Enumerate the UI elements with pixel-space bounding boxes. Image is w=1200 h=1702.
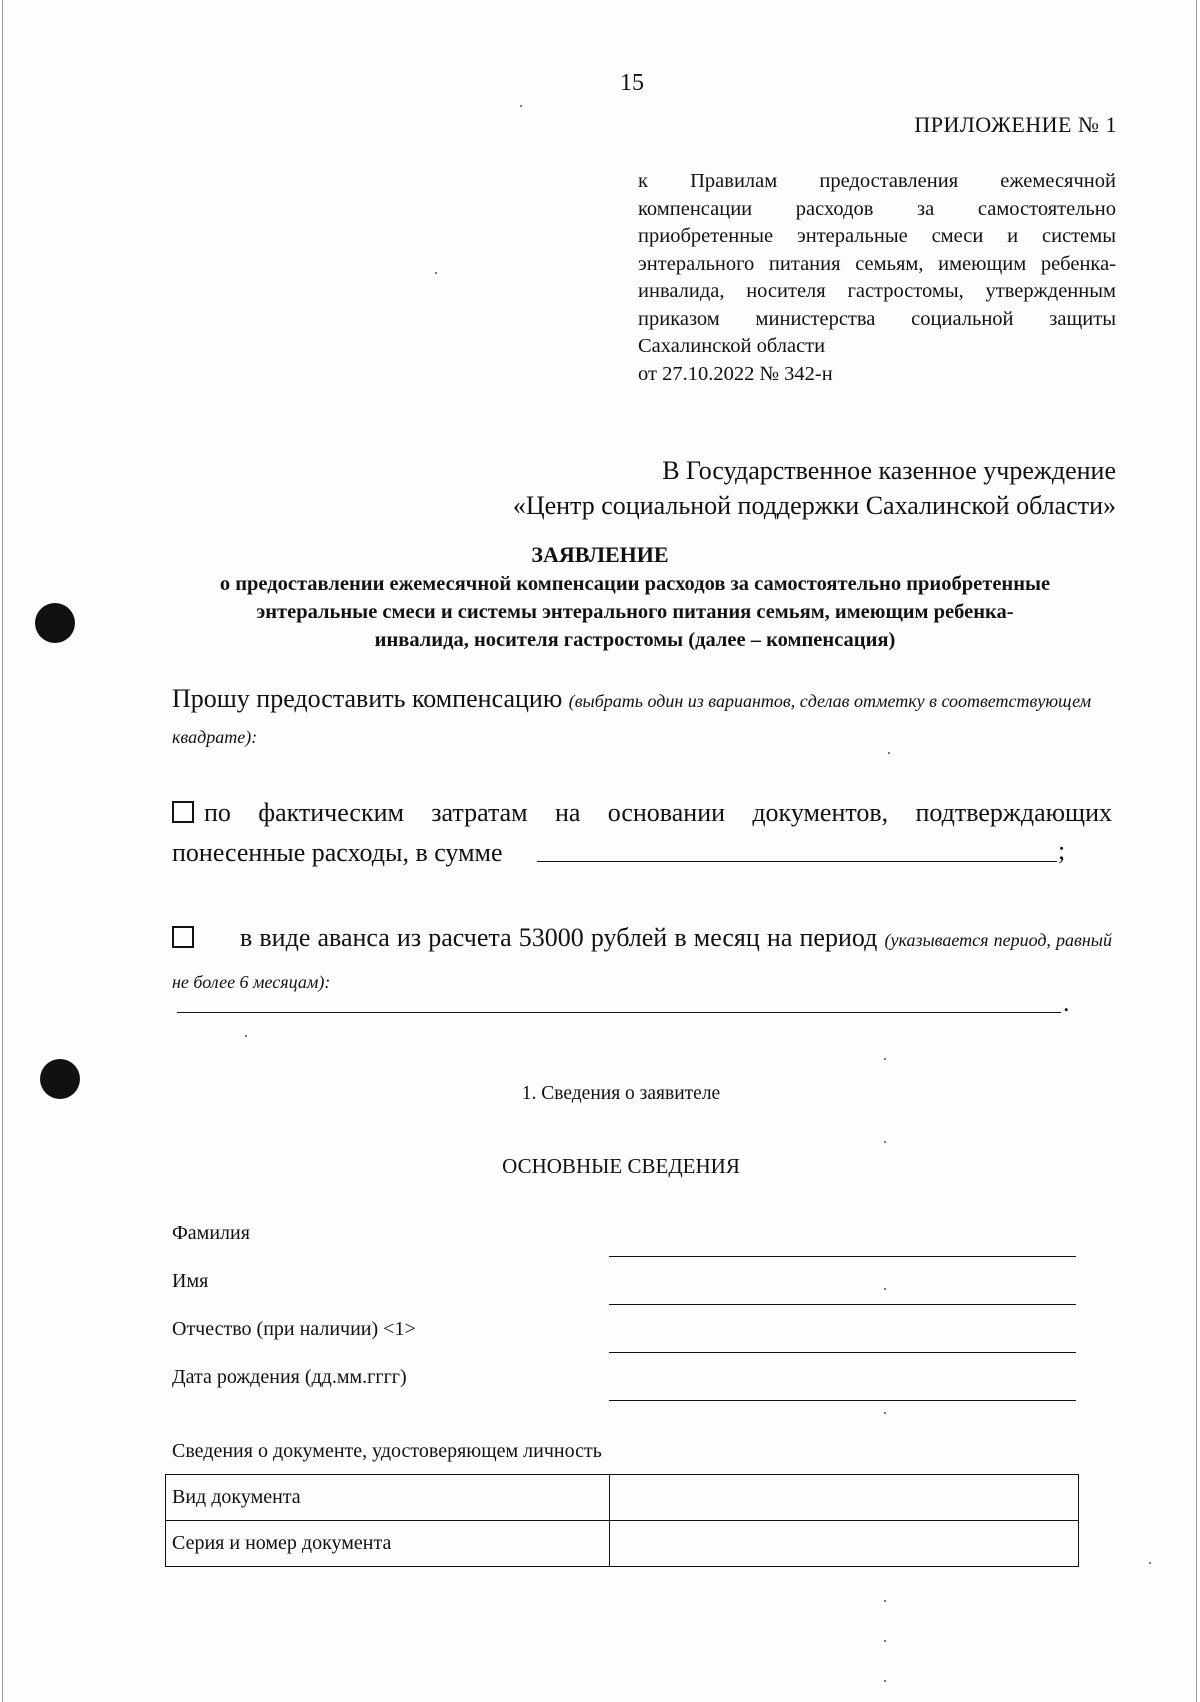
birthdate-input-line[interactable] — [609, 1400, 1076, 1401]
scan-speck — [888, 752, 890, 754]
scan-speck — [884, 1141, 886, 1143]
appendix-date-line: от 27.10.2022 № 342-н — [638, 362, 833, 385]
addressee — [513, 453, 1116, 523]
appendix-body-text: к Правилам предоставления ежемесячной компенсации расходов за самостоятельно приобретенные энтеральные смеси и системы энтерального питания семьям, имеющим ребенка-инвалида, носителя гастростомы, утвержденным приказом министерства социальной защиты Сахалинской области — [638, 170, 1116, 357]
option-advance-checkbox[interactable] — [172, 926, 194, 948]
scan-edge-right — [1196, 0, 1197, 1702]
field-label-patronymic: Отчество (при наличии) <1> — [172, 1318, 416, 1340]
scan-speck — [884, 1058, 886, 1060]
identity-document-table — [165, 1474, 1079, 1567]
scan-speck — [884, 1288, 886, 1290]
doc-number-value[interactable] — [610, 1521, 1079, 1567]
appendix-text — [638, 168, 1116, 388]
doc-number-label: Серия и номер документа — [166, 1521, 610, 1567]
appendix-title: ПРИЛОЖЕНИЕ № 1 — [914, 112, 1117, 137]
period-input-line[interactable] — [177, 1012, 1061, 1013]
table-row — [166, 1521, 1079, 1567]
scan-speck — [520, 105, 522, 107]
option-actual-costs-checkbox[interactable] — [172, 801, 194, 823]
statement-subtitle: о предоставлении ежемесячной компенсации расходов за самостоятельно приобретенные энтеральные смеси и системы энтерального питания семьям, имеющим ребенка-инвалида, носителя гастростомы (далее – компенсация) — [219, 573, 1051, 651]
page-number: 15 — [620, 70, 644, 96]
doc-type-value[interactable] — [610, 1475, 1079, 1521]
section-title: 1. Сведения о заявителе — [521, 1083, 721, 1104]
identity-document-caption: Сведения о документе, удостоверяющем личность — [172, 1440, 602, 1462]
request-note: (выбрать один из вариантов, сделав отметку в соответствующем квадрате): — [172, 691, 1092, 747]
option-actual-costs-text: по фактическим затратам на основании документов, подтверждающих понесенные расходы, в сумме — [172, 798, 1112, 867]
scan-speck — [884, 1640, 886, 1642]
option-advance-text: в виде аванса из расчета 53000 рублей в месяц на период — [240, 923, 885, 952]
scan-speck — [435, 272, 437, 274]
request-paragraph — [172, 682, 1112, 754]
scan-speck — [884, 1680, 886, 1682]
surname-input-line[interactable] — [609, 1256, 1076, 1257]
scan-edge-left — [2, 0, 3, 1702]
amount-input-line[interactable] — [537, 861, 1057, 862]
punch-hole-top — [35, 603, 75, 643]
scan-speck — [884, 1600, 886, 1602]
statement-title: ЗАЯВЛЕНИЕ — [531, 542, 669, 567]
doc-type-label: Вид документа — [166, 1475, 610, 1521]
option-advance-end: . — [1063, 988, 1070, 1017]
scan-speck — [1149, 1562, 1151, 1564]
field-label-birthdate: Дата рождения (дд.мм.гггг) — [172, 1366, 407, 1388]
scan-speck — [245, 1035, 247, 1037]
request-text: Прошу предоставить компенсацию — [172, 684, 569, 713]
table-row — [166, 1475, 1079, 1521]
patronymic-input-line[interactable] — [609, 1352, 1076, 1353]
option-actual-costs-end: ; — [1058, 836, 1066, 865]
scan-speck — [884, 1412, 886, 1414]
addressee-line-2: «Центр социальной поддержки Сахалинской области» — [512, 491, 1116, 520]
option-advance — [172, 918, 1112, 1002]
field-label-surname: Фамилия — [172, 1222, 250, 1244]
name-input-line[interactable] — [609, 1304, 1076, 1305]
option-advance-note: (указывается период, равный не более 6 месяцам): — [172, 930, 1112, 992]
addressee-line-1: В Государственное казенное учреждение — [662, 456, 1116, 485]
field-label-name: Имя — [172, 1270, 209, 1292]
subsection-title: ОСНОВНЫЕ СВЕДЕНИЯ — [502, 1154, 740, 1178]
